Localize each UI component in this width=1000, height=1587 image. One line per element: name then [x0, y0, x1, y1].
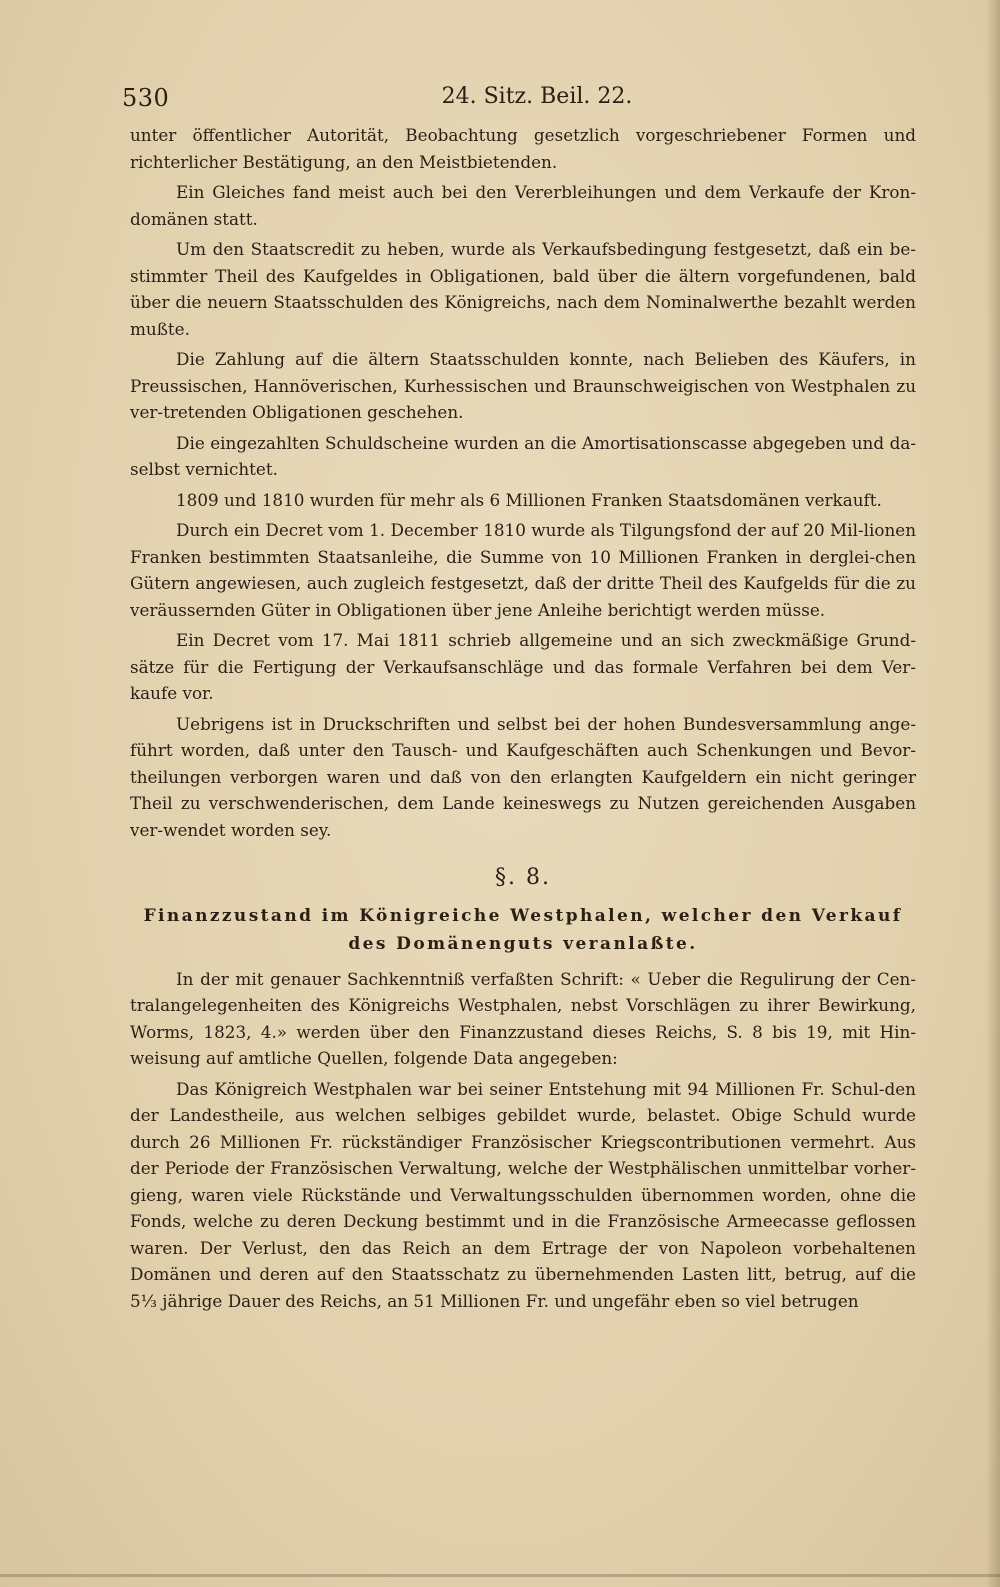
paragraph: Das Königreich Westphalen war bei seiner Entstehung mit 94 Millionen Fr. Schul-den der Landestheile, aus welchen selbiges gebildet wurde, belastet. Obige Schuld wurde durch 26 Millionen Fr. rückständiger Französischer Kriegscontributionen vermehrt. Aus der Periode der Französischen Verwaltung, welche der Westphälischen unmittelbar vorher-gieng, waren viele Rückstände und Verwaltungsschulden übernommen worden, ohne die Fonds, welche zu deren Deckung bestimmt und in die Französische Armeecasse geflossen waren. Der Verlust, den das Reich an dem Ertrage der von Napoleon vorbehaltenen Domänen und deren auf den Staatsschatz zu übernehmenden Lasten litt, betrug, auf die 5⅓ jährige Dauer des Reichs, an 51 Millionen Fr. und ungefähr eben so viel betrugen	[130, 1078, 916, 1311]
bottom-edge-line	[0, 1574, 1000, 1577]
paragraph: Ein Gleiches fand meist auch bei den Vererbleihungen und dem Verkaufe der Kron-domänen statt.	[130, 182, 916, 229]
page-body	[130, 122, 916, 1318]
paragraph: unter öffentlicher Autorität, Beobachtung gesetzlich vorgeschriebener Formen und richterlicher Bestätigung, an den Meistbietenden.	[130, 125, 916, 172]
page-edge-shadow	[986, 0, 1000, 1587]
page-header	[122, 84, 922, 114]
running-head: 24. Sitz. Beil. 22.	[441, 84, 633, 109]
paragraph: Um den Staatscredit zu heben, wurde als Verkaufsbedingung festgesetzt, daß ein be-stimmter Theil des Kaufgeldes in Obligationen, bald über die ältern vorgefundenen, bald über die neuern Staatsschulden des Königreichs, nach dem Nominalwerthe bezahlt werden mußte.	[130, 239, 916, 339]
page-number: 530	[122, 84, 170, 112]
paragraph: Durch ein Decret vom 1. December 1810 wurde als Tilgungsfond der auf 20 Mil-lionen Franken bestimmten Staatsanleihe, die Summe von 10 Millionen Franken in derglei-chen Gütern angewiesen, auch zugleich festgesetzt, daß der dritte Theil des Kaufgelds für die zu veräussernden Güter in Obligationen über jene Anleihe berichtigt werden müsse.	[130, 520, 916, 620]
paragraph: In der mit genauer Sachkenntniß verfaßten Schrift: « Ueber die Regulirung der Cen-tralangelegenheiten des Königreichs Westphalen, nebst Vorschlägen zu ihrer Bewirkung, Worms, 1823, 4.» werden über den Finanzzustand dieses Reichs, S. 8 bis 19, mit Hin-weisung auf amtliche Quellen, folgende Data angegeben:	[130, 968, 916, 1068]
paragraph: Ein Decret vom 17. Mai 1811 schrieb allgemeine und an sich zweckmäßige Grund-sätze für die Fertigung der Verkaufsanschläge und das formale Verfahren bei dem Ver-kaufe vor.	[130, 630, 916, 703]
section-number: §. 8.	[495, 865, 551, 890]
section-title: Finanzzustand im Königreiche Westphalen, welcher den Verkauf des Domänenguts veranlaßte.	[143, 905, 903, 954]
paragraph: Die eingezahlten Schuldscheine wurden an die Amortisationscasse abgegeben und da-selbst vernichtet.	[130, 432, 916, 479]
paragraph: Die Zahlung auf die ältern Staatsschulden konnte, nach Belieben des Käufers, in Preussischen, Hannöverischen, Kurhessischen und Braunschweigischen von Westphalen zu ver-tretenden Obligationen geschehen.	[130, 349, 916, 422]
paragraph: 1809 und 1810 wurden für mehr als 6 Millionen Franken Staatsdomänen verkauft.	[176, 489, 882, 510]
paragraph: Uebrigens ist in Druckschriften und selbst bei der hohen Bundesversammlung ange-führt worden, daß unter den Tausch- und Kaufgeschäften auch Schenkungen und Bevor-theilungen verborgen waren und daß von den erlangten Kaufgeldern ein nicht geringer Theil zu verschwenderischen, dem Lande keineswegs zu Nutzen gereichenden Ausgaben ver-wendet worden sey.	[130, 713, 916, 840]
